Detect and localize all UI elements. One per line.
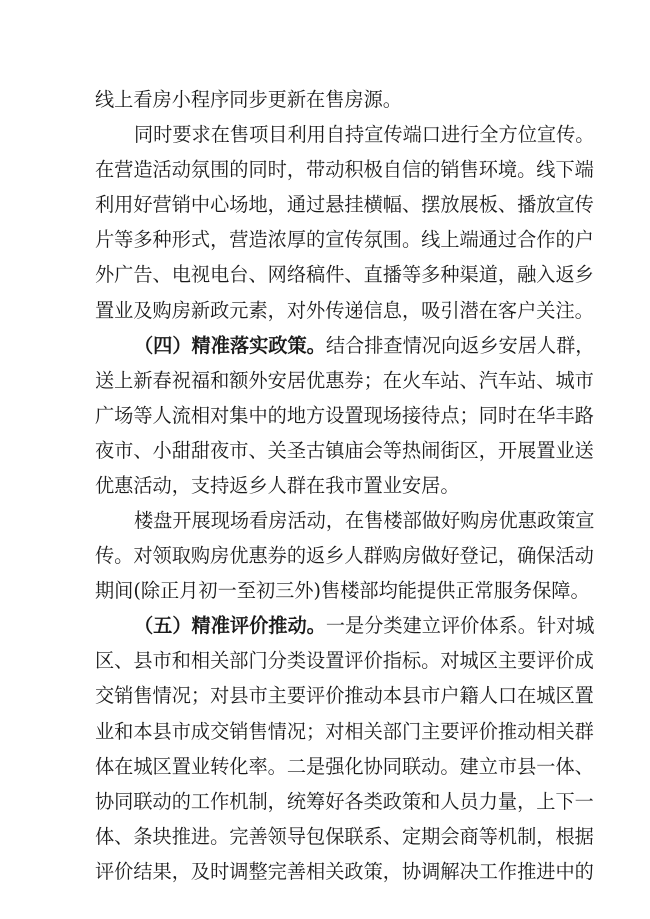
body-line: 评价结果，及时调整完善相关政策，协调解决工作推进中的 — [95, 859, 594, 883]
paragraph-first-line: 同时要求在售项目利用自持宣传端口进行全方位宣传。 — [134, 123, 595, 147]
body-line: 广场等人流相对集中的地方设置现场接待点；同时在华丰路 — [95, 403, 594, 427]
section-heading: （四）精准落实政策。 — [134, 333, 326, 357]
body-line: 传。对领取购房优惠券的返乡人群购房做好登记，确保活动 — [95, 544, 594, 568]
body-line: 片等多种形式，营造浓厚的宣传氛围。线上端通过合作的户 — [95, 228, 594, 252]
body-line: 送上新春祝福和额外安居优惠券；在火车站、汽车站、城市 — [95, 368, 594, 392]
body-line: 外广告、电视电台、网络稿件、直播等多种渠道，融入返乡 — [95, 263, 594, 287]
body-line: 线上看房小程序同步更新在售房源。 — [95, 88, 402, 111]
body-line: 交销售情况；对县市主要评价推动本县市户籍人口在城区置 — [95, 684, 594, 708]
body-line: 优惠活动，支持返乡人群在我市置业安居。 — [95, 473, 460, 497]
body-line: 体、条块推进。完善领导包保联系、定期会商等机制，根据 — [95, 824, 594, 848]
body-line: 夜市、小甜甜夜市、关圣古镇庙会等热闹街区，开展置业送 — [95, 438, 594, 462]
body-line: 体在城区置业转化率。二是强化协同联动。建立市县一体、 — [95, 754, 594, 778]
body-line: 置业及购房新政元素，对外传递信息，吸引潜在客户关注。 — [95, 298, 594, 322]
paragraph-first-line: 楼盘开展现场看房活动，在售楼部做好购房优惠政策宣 — [134, 509, 595, 533]
section-heading-line: （五）精准评价推动。一是分类建立评价体系。针对城 — [134, 614, 595, 638]
body-line: 在营造活动氛围的同时，带动积极自信的销售环境。线下端 — [95, 158, 594, 182]
body-line: 业和本县市成交销售情况；对相关部门主要评价推动相关群 — [95, 719, 594, 743]
section-heading-line: （四）精准落实政策。结合排查情况向返乡安居人群， — [134, 333, 595, 357]
body-line: 利用好营销中心场地，通过悬挂横幅、摆放展板、播放宣传 — [95, 193, 594, 217]
section-heading: （五）精准评价推动。 — [134, 614, 326, 638]
body-line: 协同联动的工作机制，统筹好各类政策和人员力量，上下一 — [95, 789, 594, 813]
body-line: 期间(除正月初一至初三外)售楼部均能提供正常服务保障。 — [95, 579, 590, 603]
body-line: 区、县市和相关部门分类设置评价指标。对城区主要评价成 — [95, 649, 594, 673]
